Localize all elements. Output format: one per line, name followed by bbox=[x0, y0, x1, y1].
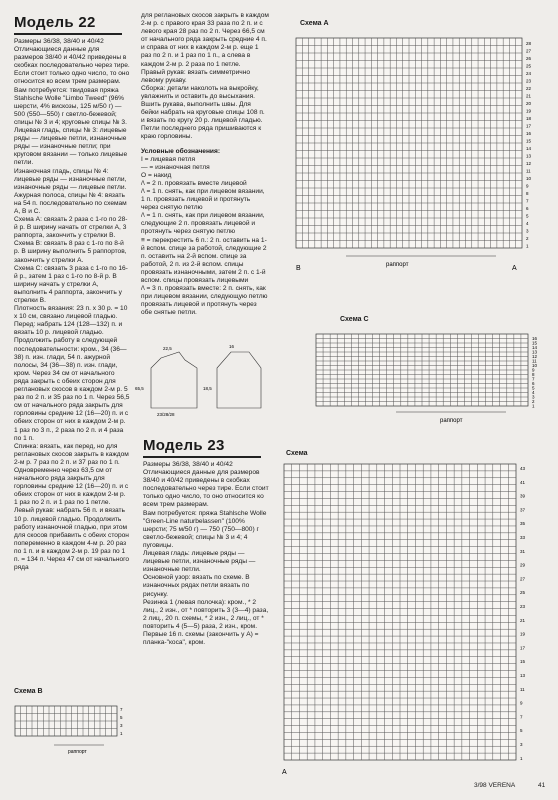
scheme-d-row-label: 37 bbox=[520, 507, 526, 513]
scheme-a-row-label: 23 bbox=[526, 78, 532, 84]
scheme-d-row-label: 15 bbox=[520, 659, 526, 665]
scheme-c-row-label: 16 bbox=[532, 336, 538, 341]
model22-text-col2: для реглановых скосов закрыть в каждом 2-м р. с правого края 33 раза по 2 п. и с левого края 28 раз по 2 п. Через 66,5 см от начального ряда закрыть средние 4 п. и справа от них в каждом 2-м р. еще 1 раз по 2 п. и 1 раз по 1 п., а слева в каждом 2-м р. 2 раза по 1 петле. Правый рукав: вязать симметрично левому рукаву. Сборка: детали наколоть на выкройку, увлажнить и оставить до высыхания. Вшить рукава, выполнить швы. Для бейки набрать на круговые спицы 108 п. и вязать по кругу 20 р. лицевой гладью. Петли последнего ряда пришиваются к краю горловины. bbox=[141, 12, 269, 141]
scheme-c-rapport: раппорт bbox=[440, 418, 463, 424]
scheme-a-row-label: 4 bbox=[526, 221, 529, 226]
scheme-c-row-label: 11 bbox=[532, 358, 537, 364]
scheme-c-row-label: 7 bbox=[532, 376, 535, 382]
scheme-c-row-label: 8 bbox=[532, 372, 535, 377]
pattern-label-0: 23/28/28 bbox=[157, 412, 175, 417]
scheme-a-row-label: 20 bbox=[526, 101, 532, 106]
model23-text: Размеры 36/38, 38/40 и 40/42 Отличающиеся данные для размеров 38/40 и 40/42 приведены в скобках последовательно через тире. Если стоит только одно число, то оно относится ко всем трем размерам. Вам потребуется: пряжа Stahlsche Wolle "Green-Line naturbelassen" (100% шерсти; 75 м/50 г) — 750 (750—800) г светло-бежевой; спицы № 3 и 4; 4 пуговицы. Лицевая гладь: лицевые ряды — лицевые петли, изнаночные ряды — изнаночные петли. Основной узор: вязать по схеме. В изнаночных рядах петли вязать по рисунку. Резинка 1 (левая полочка): кром., * 2 лиц., 2 изн., от * повторить 3 (3—4) раза, 2 лиц., 20 п. схемы, * 2 изн., 2 лиц., от * повторить 4 (5—5) раза, 2 изн., кром. Первые 16 п. схемы (закончить у А) = планка-"коса", кром. bbox=[143, 461, 269, 647]
scheme-a-row-label: 7 bbox=[526, 198, 529, 204]
scheme-d-row-label: 5 bbox=[520, 728, 523, 734]
legend-title: Условные обозначения: bbox=[141, 147, 221, 155]
scheme-d-row-label: 17 bbox=[520, 645, 526, 651]
scheme-c-row-label: 12 bbox=[532, 354, 538, 359]
scheme-a-row-label: 21 bbox=[526, 93, 532, 99]
scheme-b-rapport: раппорт bbox=[68, 749, 87, 755]
model23-title: Модель 23 bbox=[143, 437, 225, 454]
scheme-a-row-label: 13 bbox=[526, 153, 532, 159]
scheme-d-row-label: 3 bbox=[520, 742, 523, 747]
scheme-c-row-label: 13 bbox=[532, 349, 538, 355]
scheme-d-row-label: 35 bbox=[520, 521, 526, 527]
scheme-a-grid bbox=[286, 34, 554, 274]
scheme-d-row-label: 23 bbox=[520, 604, 526, 609]
scheme-d-title: Схема bbox=[286, 450, 308, 457]
scheme-d-row-label: 43 bbox=[520, 466, 526, 471]
scheme-d-row-label: 21 bbox=[520, 617, 526, 623]
scheme-a-row-label: 24 bbox=[526, 71, 532, 76]
scheme-b-row-3: 3 bbox=[120, 723, 123, 728]
scheme-c-row-label: 5 bbox=[532, 385, 535, 391]
scheme-a-row-label: 11 bbox=[526, 168, 531, 174]
scheme-b-row-1: 1 bbox=[120, 731, 123, 736]
scheme-c-row-label: 9 bbox=[532, 367, 535, 373]
pattern-label-4: 18,5 bbox=[203, 386, 212, 391]
scheme-c-row-label: 14 bbox=[532, 345, 538, 350]
scheme-d-row-label: 9 bbox=[520, 700, 523, 706]
scheme-d-row-label: 1 bbox=[520, 755, 523, 761]
scheme-d-row-label: 33 bbox=[520, 535, 526, 540]
scheme-c-title: Схема С bbox=[340, 316, 369, 323]
scheme-a-row-label: 14 bbox=[526, 146, 532, 151]
pattern-diagram bbox=[133, 338, 283, 420]
scheme-b-title: Схема В bbox=[14, 688, 43, 695]
scheme-a-row-label: 22 bbox=[526, 86, 532, 91]
scheme-a-row-label: 8 bbox=[526, 191, 529, 196]
scheme-d-row-label: 13 bbox=[520, 673, 526, 678]
model23-column bbox=[143, 461, 271, 647]
scheme-a-row-label: 3 bbox=[526, 228, 529, 234]
scheme-a-row-label: 25 bbox=[526, 63, 532, 69]
scheme-a-row-label: 2 bbox=[526, 236, 529, 241]
scheme-a-row-label: 1 bbox=[526, 243, 529, 249]
scheme-d-row-label: 19 bbox=[520, 631, 526, 637]
model22-text-col1: Размеры 36/38, 38/40 и 40/42 Отличающиеся данные для размеров 38/40 и 40/42 приведены в скобках последовательно через тире. Если стоит только одно число, то оно относится ко всем трем размерам. Вам потребуется: твидовая пряжа Stahlsche Wolle "Limbo Tweed" (96% шерсти, 4% вискозы, 125 м/50 г) — 500 (550—550) г светло-бежевой; спицы № 3 и 4; круговые спицы № 3. Лицевая гладь, спицы № 3: лицевые ряды — лицевые петли, изнаночные ряды — изнаночные петли; при круговом вязании — только лицевые петли. Изнаночная гладь, спицы № 4: лицевые ряды — изнаночные петли, изнаночные ряды — лицевые петли. Ажурная полоса, спицы № 4: вязать на 54 п. последовательно по схемам А, В и С. Схема А: связать 2 раза с 1-го по 28-й р. В ширину начать от стрелки А, 3 раппорта, закончить у стрелки В. Схема В: связать 8 раз с 1-го по 8-й р. В ширину выполнить 5 раппортов, закончить у стрелки А. Схема С: связать 3 раза с 1-го по 16-й р., затем 1 раз с 1-го по 8-й р. В ширину начать у стрелки А, выполнить 4 раппорта, закончить у стрелки В. Плотность вязания: 23 п. х 30 р. = 10 х 10 см, связано лицевой гладью. Перед: набрать 124 (128—132) п. и вязать 10 р. лицевой гладью. Продолжить работу в следующей последовательности: кром., 34 (36—38) п. изн. глади, 54 п. ажурной полосы, 34 (36—38) п. изн. глади, кром. Через 34 см от начального ряда закрыть с обеих сторон для реглановых скосов в каждом 2-м р. 5 раз по 2 п. и 35 раз по 1 п. Через 56,5 см от начального ряда закрыть для горловины средние 12 (16—20) п. и с обеих сторон от них в каждом 2-м р. 1 раз по 3 п., 2 раза по 2 п. и 4 раза по 1 п. Спинка: вязать, как перед, но для реглановых скосов закрыть в каждом 2-м р. 7 раз по 2 п. и 37 раз по 1 п. Одновременно через 63,5 см от начального ряда закрыть для горловины средние 12 (16—20) п. и с обеих сторон от них в каждом 2-м р. 1 раз по 2 п. и 1 раз по 1 петле. Левый рукав: набрать 56 п. и вязать 10 р. лицевой гладью. Продолжить работу изнаночной гладью, при этом для скосов прибавить с обеих сторон попеременно в каждом 4-м р. 20 раз по 1 п. и в каждом 2-м р. 19 раз по 1 п. = 134 п. Через 47 см от начального ряда bbox=[14, 38, 130, 572]
scheme-b-grid bbox=[14, 705, 132, 755]
model22-column2 bbox=[141, 12, 269, 317]
scheme-a-row-label: 18 bbox=[526, 116, 532, 121]
scheme-d-row-label: 11 bbox=[520, 686, 525, 692]
model22-column1 bbox=[14, 38, 130, 572]
scheme-d-row-label: 7 bbox=[520, 714, 523, 720]
scheme-a-row-label: 26 bbox=[526, 56, 532, 61]
scheme-c-row-label: 3 bbox=[532, 394, 535, 400]
scheme-a-row-label: 5 bbox=[526, 213, 529, 219]
scheme-d-row-label: 31 bbox=[520, 548, 526, 554]
scheme-d-row-label: 41 bbox=[520, 479, 526, 485]
scheme-d-row-label: 27 bbox=[520, 576, 526, 582]
scheme-a-rapport: раппорт bbox=[386, 262, 409, 268]
footer-page: 41 bbox=[538, 782, 546, 789]
pattern-label-2: 22,5 bbox=[163, 346, 172, 351]
scheme-d-grid bbox=[280, 462, 554, 780]
scheme-a-row-label: 9 bbox=[526, 183, 529, 189]
scheme-a-row-label: 17 bbox=[526, 123, 532, 129]
scheme-b-row-7: 7 bbox=[120, 707, 123, 712]
scheme-a-arrow-a: A bbox=[512, 265, 517, 272]
scheme-b-row-5: 5 bbox=[120, 715, 123, 720]
scheme-c-row-label: 6 bbox=[532, 381, 535, 386]
scheme-d-row-label: 25 bbox=[520, 590, 526, 596]
scheme-a-row-label: 28 bbox=[526, 41, 532, 46]
scheme-a-row-label: 27 bbox=[526, 48, 532, 54]
footer-issue: 3/98 VERENA bbox=[474, 782, 516, 789]
scheme-c-row-label: 1 bbox=[532, 403, 535, 409]
scheme-a-row-label: 15 bbox=[526, 138, 532, 144]
scheme-a-arrow-b: B bbox=[296, 265, 301, 272]
pattern-label-3: 16 bbox=[229, 344, 235, 349]
scheme-d-arrow-a: A bbox=[282, 769, 287, 776]
model23-rule bbox=[143, 456, 261, 458]
scheme-a-row-label: 10 bbox=[526, 176, 532, 181]
pattern-label-1: 65,5 bbox=[135, 386, 144, 391]
scheme-c-row-label: 2 bbox=[532, 399, 535, 404]
scheme-a-row-label: 6 bbox=[526, 206, 529, 211]
scheme-c-row-label: 10 bbox=[532, 363, 538, 368]
scheme-c-row-label: 4 bbox=[532, 390, 535, 395]
model22-title: Модель 22 bbox=[14, 14, 96, 31]
legend-text: I = лицевая петля — = изнаночная петля O = накид /\ = 2 п. провязать вместе лицевой /\ = 1 п. снять, как при лицевом вязании, 1 п. провязать лицевой и протянуть через снятую петлю /\ = 1 п. снять, как при лицевом вязании, следующие 2 п. провязать лицевой и протянуть через снятую петлю ≡ = перекрестить 6 п.: 2 п. оставить на 1-й вспом. спице за работой, следующие 2 п. оставить на 2-й вспом. спице за работой, 2 п. из 2-й вспом. спицы провязать изнаночными, затем 2 п. с 1-й вспом. спицы провязать лицевыми /\ = 3 п. провязать вместе: 2 п. снять, как при лицевом вязании, следующую петлю провязать лицевой и протянуть через обе снятые петли. bbox=[141, 155, 268, 317]
scheme-a-row-label: 12 bbox=[526, 161, 532, 166]
scheme-a-title: Схема А bbox=[300, 20, 329, 27]
scheme-d-row-label: 39 bbox=[520, 493, 526, 499]
scheme-a-row-label: 16 bbox=[526, 131, 532, 136]
model22-rule bbox=[14, 33, 122, 35]
scheme-d-row-label: 29 bbox=[520, 562, 526, 568]
scheme-c-grid bbox=[306, 332, 554, 424]
scheme-c-row-label: 15 bbox=[532, 340, 538, 346]
scheme-a-row-label: 19 bbox=[526, 108, 532, 114]
